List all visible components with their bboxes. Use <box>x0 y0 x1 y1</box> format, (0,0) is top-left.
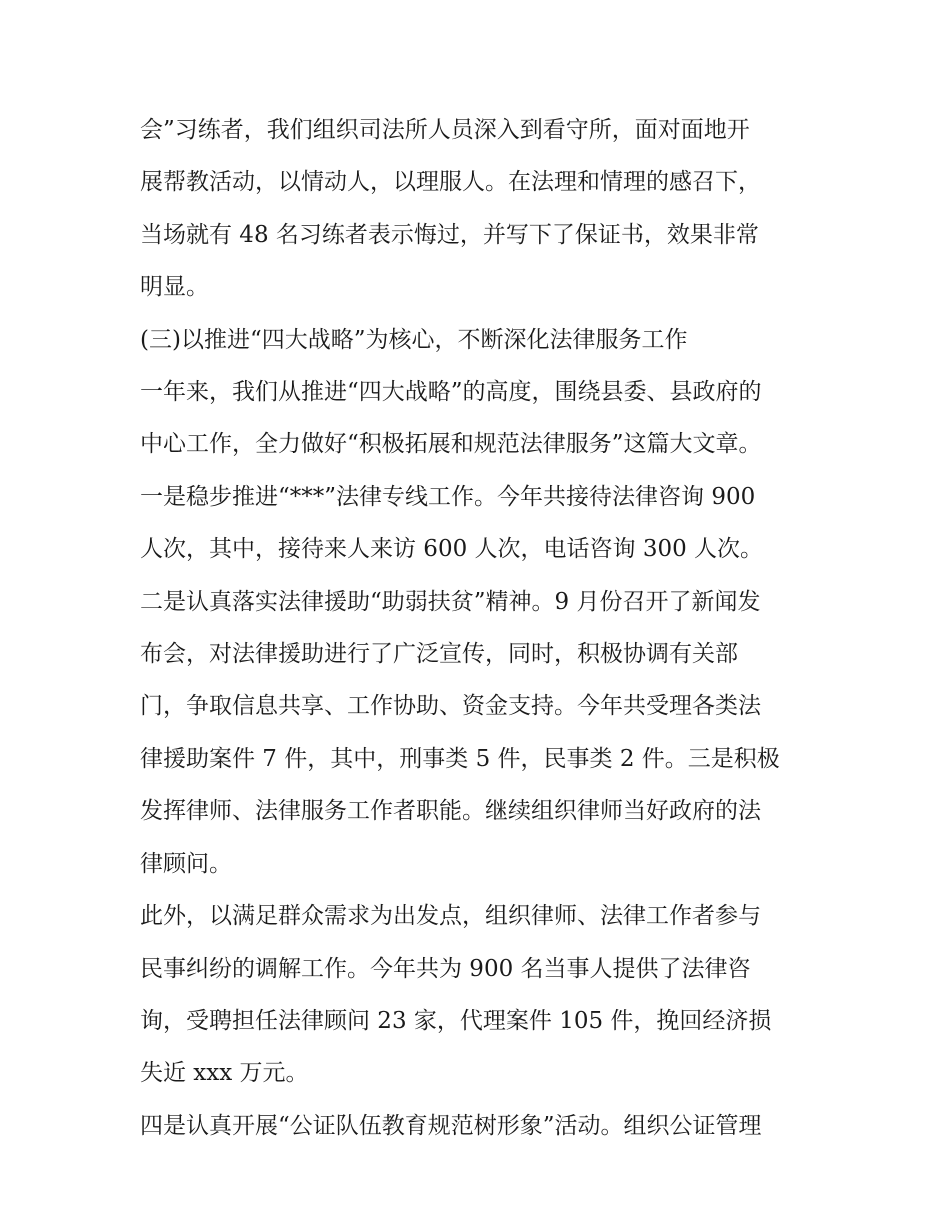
text-line: 律顾问。 <box>140 850 232 877</box>
section-heading: (三)以推进“四大战略”为核心，不断深化法律服务工作 <box>140 326 688 353</box>
text-line: 当场就有 48 名习练者表示悔过，并写下了保证书，效果非常 <box>140 221 759 248</box>
text-line: 二是认真落实法律援助“助弱扶贫”精神。9 月份召开了新闻发 <box>140 588 761 615</box>
text-line: 询，受聘担任法律顾问 23 家，代理案件 105 件，挽回经济损 <box>140 1007 772 1034</box>
text-line: 此外，以满足群众需求为出发点，组织律师、法律工作者参与 <box>140 903 761 930</box>
text-line: 四是认真开展“公证队伍教育规范树形象”活动。组织公证管理 <box>140 1112 762 1139</box>
text-line: 失近 xxx 万元。 <box>140 1060 309 1087</box>
document-body <box>140 104 830 1152</box>
text-line: 民事纠纷的调解工作。今年共为 900 名当事人提供了法律咨 <box>140 955 751 982</box>
text-line: 中心工作，全力做好“积极拓展和规范法律服务”这篇大文章。 <box>140 431 762 458</box>
text-line: 明显。 <box>140 274 209 301</box>
text-line: 人次，其中，接待来人来访 600 人次，电话咨询 300 人次。 <box>140 536 764 563</box>
text-line: 展帮教活动，以情动人，以理服人。在法理和情理的感召下， <box>140 169 761 196</box>
text-line: 发挥律师、法律服务工作者职能。继续组织律师当好政府的法 <box>140 798 761 825</box>
text-line: 一是稳步推进“***”法律专线工作。今年共接待法律咨询 900 <box>140 483 756 510</box>
text-line: 门，争取信息共享、工作协助、资金支持。今年共受理各类法 <box>140 693 761 720</box>
text-line: 会”习练者，我们组织司法所人员深入到看守所，面对面地开 <box>140 117 750 143</box>
text-line: 一年来，我们从推进“四大战略”的高度，围绕县委、县政府的 <box>140 379 762 406</box>
text-line: 布会，对法律援助进行了广泛宣传，同时，积极协调有关部 <box>140 641 738 668</box>
text-line: 律援助案件 7 件，其中，刑事类 5 件，民事类 2 件。三是积极 <box>140 745 780 772</box>
